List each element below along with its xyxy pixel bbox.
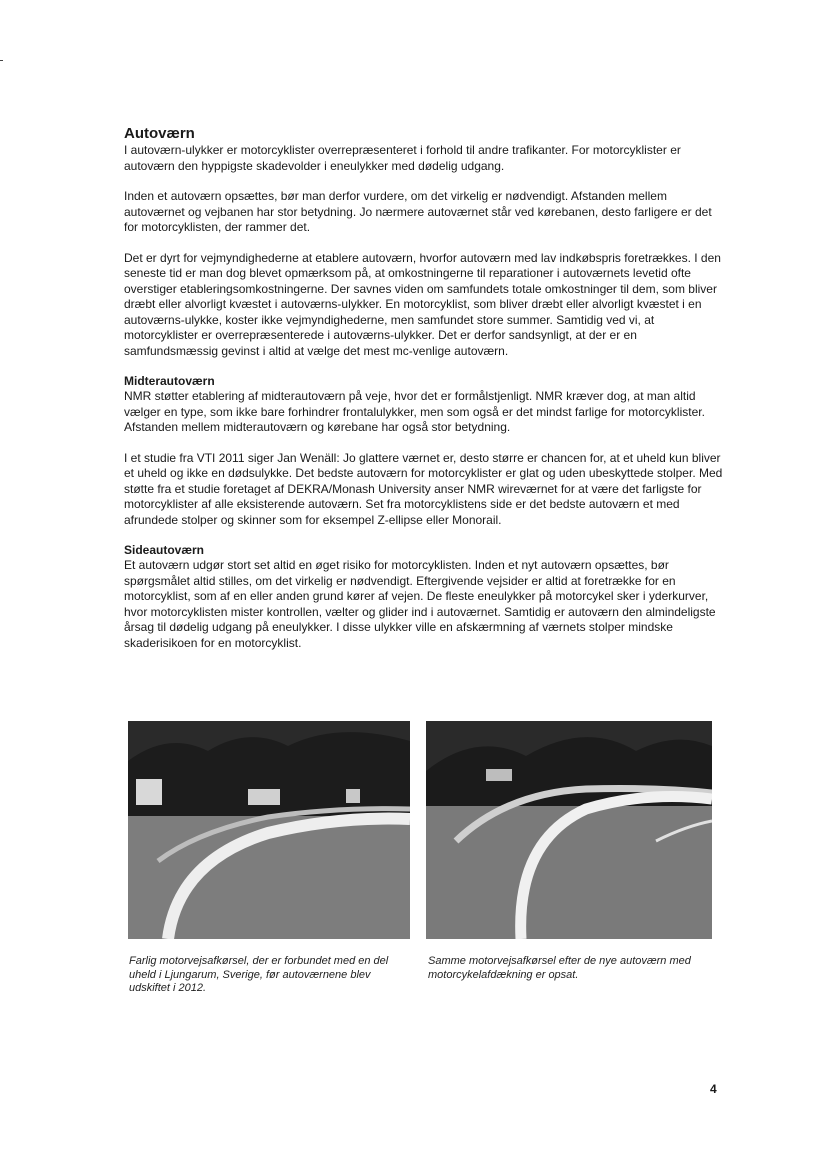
article-body <box>124 125 724 666</box>
road-after-image <box>426 721 712 939</box>
midter-paragraph-1: NMR støtter etablering af midterautoværn på veje, hvor det er formålstjenligt. NMR kræver dog, at man altid vælger en type, som ikke bare forhindrer frontalulykker, men som også er det mindst farlige for motorcyklister. Afstanden mellem midterautoværn og kørebane har også stor betydning. <box>124 389 705 434</box>
side-paragraph-1: Et autoværn udgør stort set altid en øget risiko for motorcyklisten. Inden et nyt autoværn opsættes, bør spørgsmålet altid stilles, om det virkelig er nødvendigt. Eftergivende vejsider er altid at foretrække for en motorcyklist, som af en eller anden grund kører af vejen. De fleste eneulykker på motorcykel sker i yderkurver, hvor motorcyklisten mister kontrollen, vælter og glider ind i autoværnet. Samtidig er autoværn den almindeligste årsag til dødelig udgang på eneulykker. I disse ulykker ville en afskærmning af værnets stolper mindske skaderisikoen for en motorcyklist. <box>124 558 716 650</box>
section-midterautovaern <box>124 374 724 528</box>
midter-paragraph-2: I et studie fra VTI 2011 siger Jan Wenäll: Jo glattere værnet er, desto større er chancen for, at et uheld kun bliver et uheld og ikke en dødsulykke. Det bedste autoværn for motorcyklister er glat og uden ubeskyttede stolper. Med støtte fra et studie foretaget af DEKRA/Monash University anser NMR wireværnet for at være det farligste for motorcyklister af alle eksisterende autoværn. Set fra motorcyklistens side er det bedste autoværn et med afrundede stolper og skinner som for eksempel Z-ellipse eller Monorail. <box>124 450 723 527</box>
photo-after <box>426 721 712 939</box>
section-heading-side: Sideautoværn <box>124 543 205 557</box>
caption-before: Farlig motorvejsafkørsel, der er forbundet med en del uheld i Ljungarum, Sverige, før autoværnene blev udskiftet i 2012. <box>129 955 389 994</box>
intro-paragraph-3: Det er dyrt for vejmyndighederne at etablere autoværn, hvorfor autoværn med lav indkøbspris foretrækkes. I den seneste tid er man dog blevet opmærksom på, at omkostningerne til reparationer i autoværnets levetid ofte overstiger etableringsomkostningerne. Der savnes viden om samfundets totale omkostninger til dem, som bliver dræbt eller alvorligt kvæstet i autoværns-ulykker. En motorcyklist, som bliver dræbt eller alvorligt kvæstet i en autoværns-ulykke, koster ikke vejmyndighederne, men samfundet store summer. Samtidig ved vi, at motorcyklister er overrepræsenterede i autoværns-ulykker. Det er derfor sandsynligt, at der er en samfundsmæssig gevinst i altid at vælge det mest mc-venlige autoværn. <box>124 250 721 358</box>
intro-paragraph-2: Inden et autoværn opsættes, bør man derfor vurdere, om det virkelig er nødvendigt. Afstanden mellem autoværnet og vejbanen har stor betydning. Jo nærmere autoværnet står ved kørebanen, desto farligere er det for motorcyklisten, der rammer det. <box>124 189 712 234</box>
scan-edge-mark <box>0 60 3 61</box>
road-before-image <box>128 721 410 939</box>
page-number: 4 <box>710 1082 717 1096</box>
caption-after: Samme motorvejsafkørsel efter de nye autoværn med motorcykelafdækning er opsat. <box>428 955 691 981</box>
section-heading-midter: Midterautoværn <box>124 374 215 388</box>
section-sideautovaern <box>124 543 724 651</box>
article-title: Autoværn <box>124 125 195 142</box>
photo-row <box>128 721 718 941</box>
photo-before <box>128 721 410 939</box>
intro-paragraph-1: I autoværn-ulykker er motorcyklister overrepræsenteret i forhold til andre trafikanter. For motorcyklister er autoværn den hyppigste skadevolder i eneulykker med dødelig udgang. <box>124 143 681 173</box>
